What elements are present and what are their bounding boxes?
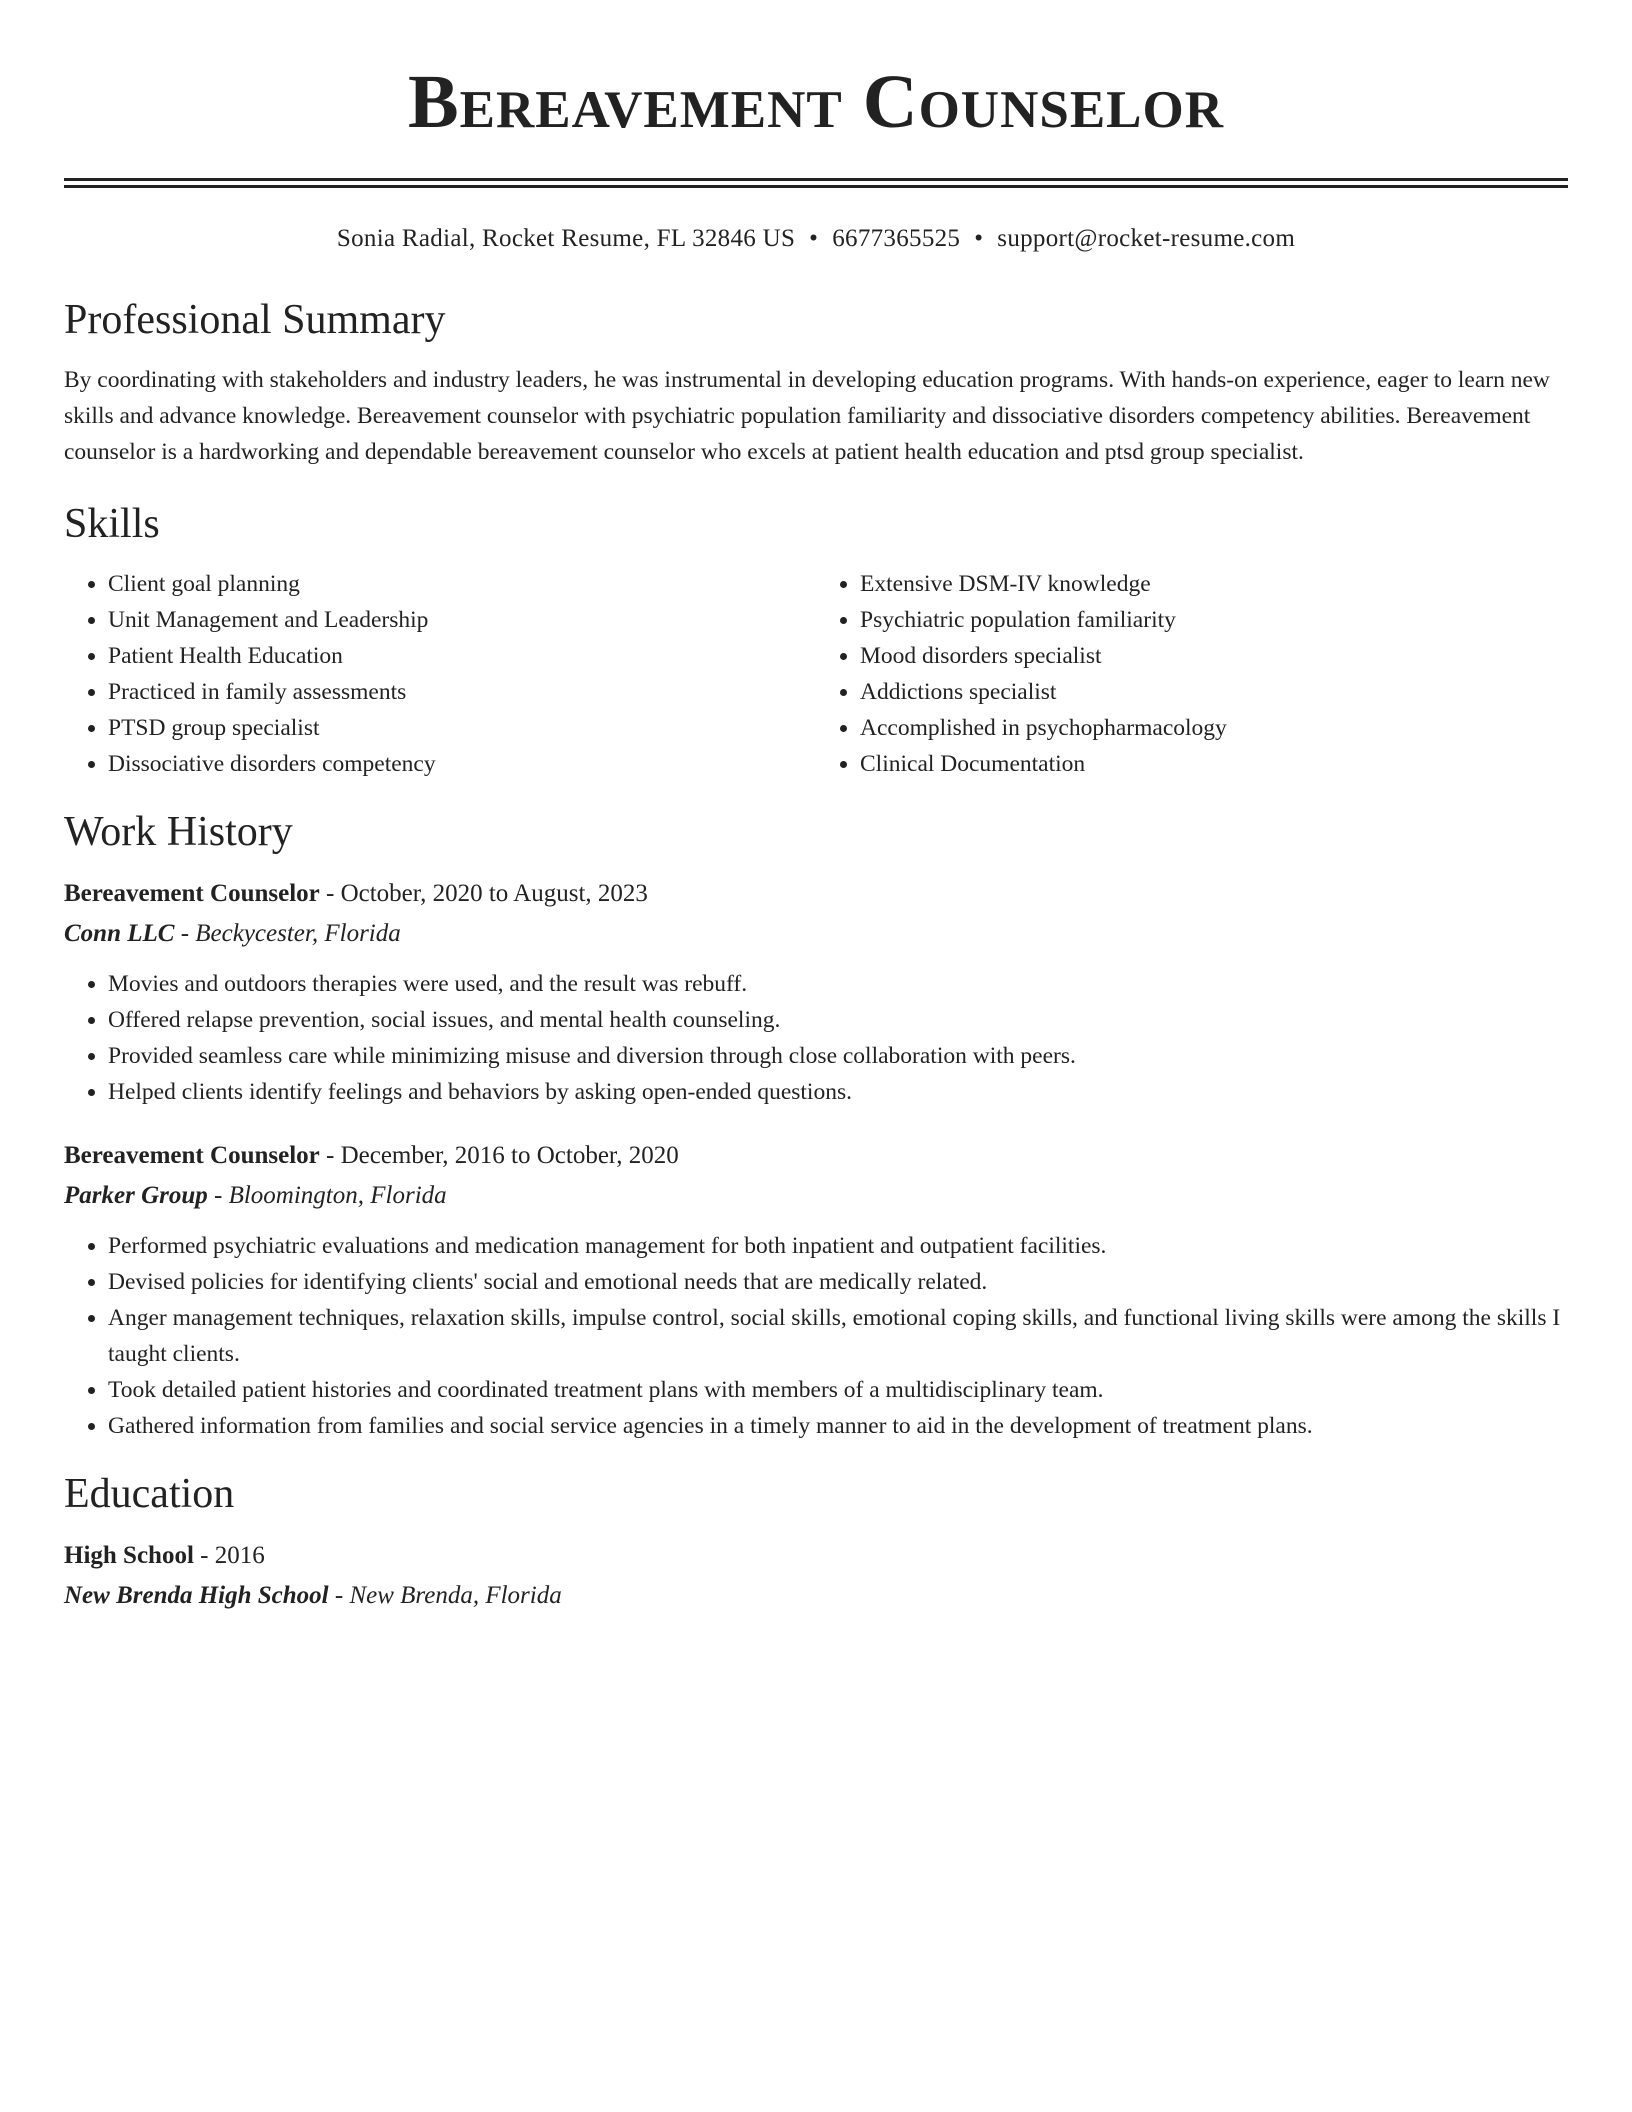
company-name: Parker Group [64,1182,208,1209]
contact-phone: 6677365525 [832,225,961,252]
contact-separator: • [809,225,819,252]
school-name: New Brenda High School [64,1582,329,1609]
school-line [64,1578,1568,1614]
job-entry [64,876,1568,1110]
skills-heading: Skills [64,501,160,547]
skill-item: • Unit Management and Leadership [108,602,816,638]
contact-line [64,222,1568,256]
company-line [64,916,1568,952]
degree-line [64,1538,1568,1574]
skill-item: • Patient Health Education [108,638,816,674]
candidate-name: Bereavement Counselor [407,60,1225,144]
degree-name: High School [64,1542,194,1569]
skill-item: • Addictions specialist [860,674,1568,710]
job-title-line [64,1138,1568,1174]
job-bullet: • Gathered information from families and social service agencies in a timely manner to aid in the development of treatment plans. [108,1408,1568,1444]
skill-item: • Dissociative disorders competency [108,746,816,782]
job-bullet: • Movies and outdoors therapies were used, and the result was rebuff. [108,966,1568,1002]
skill-item: • PTSD group specialist [108,710,816,746]
job-bullet: • Anger management techniques, relaxation skills, impulse control, social skills, emotional coping skills, and functional living skills were among the skills I taught clients. [108,1300,1568,1372]
skill-item: • Extensive DSM-IV knowledge [860,566,1568,602]
summary-heading: Professional Summary [64,297,446,343]
contact-email: support@rocket-resume.com [997,225,1296,252]
skills-right-list [816,566,1568,782]
company-location: - Beckycester, Florida [180,920,401,947]
skill-item: • Psychiatric population familiarity [860,602,1568,638]
header-divider [64,178,1568,188]
summary-text: By coordinating with stakeholders and industry leaders, he was instrumental in developing education programs. With hands-on experience, eager to learn new skills and advance knowledge. Bereavement counselor with psychiatric population familiarity and dissociative disorders competency abilities. Bereavement counselor is a hardworking and dependable bereavement counselor who excels at patient health education and ptsd group specialist. [64,367,1550,465]
job-title: Bereavement Counselor [64,880,320,907]
job-title-line [64,876,1568,912]
work-history-heading: Work History [64,809,293,855]
company-location: - Bloomington, Florida [214,1182,447,1209]
job-dates: - December, 2016 to October, 2020 [326,1142,679,1169]
contact-address: Sonia Radial, Rocket Resume, FL 32846 US [336,225,796,252]
skill-item: • Accomplished in psychopharmacology [860,710,1568,746]
job-bullet: • Provided seamless care while minimizing misuse and diversion through close collaboration with peers. [108,1038,1568,1074]
job-bullets [64,1228,1568,1444]
job-bullets [64,966,1568,1110]
job-title: Bereavement Counselor [64,1142,320,1169]
skill-item: • Client goal planning [108,566,816,602]
job-dates: - October, 2020 to August, 2023 [326,880,648,907]
skill-item: • Practiced in family assessments [108,674,816,710]
job-bullet: • Devised policies for identifying clients' social and emotional needs that are medically related. [108,1264,1568,1300]
skills-left-list [64,566,816,782]
skill-item: • Mood disorders specialist [860,638,1568,674]
graduation-year: - 2016 [200,1542,265,1569]
job-bullet: • Offered relapse prevention, social issues, and mental health counseling. [108,1002,1568,1038]
job-bullet: • Helped clients identify feelings and behaviors by asking open-ended questions. [108,1074,1568,1110]
company-name: Conn LLC [64,920,175,947]
job-entry [64,1138,1568,1444]
contact-separator: • [974,225,984,252]
school-location: - New Brenda, Florida [334,1582,562,1609]
skill-item: • Clinical Documentation [860,746,1568,782]
skills-columns [64,566,1568,782]
company-line [64,1178,1568,1214]
job-bullet: • Took detailed patient histories and coordinated treatment plans with members of a multidisciplinary team. [108,1372,1568,1408]
education-heading: Education [64,1471,235,1517]
job-bullet: • Performed psychiatric evaluations and medication management for both inpatient and outpatient facilities. [108,1228,1568,1264]
